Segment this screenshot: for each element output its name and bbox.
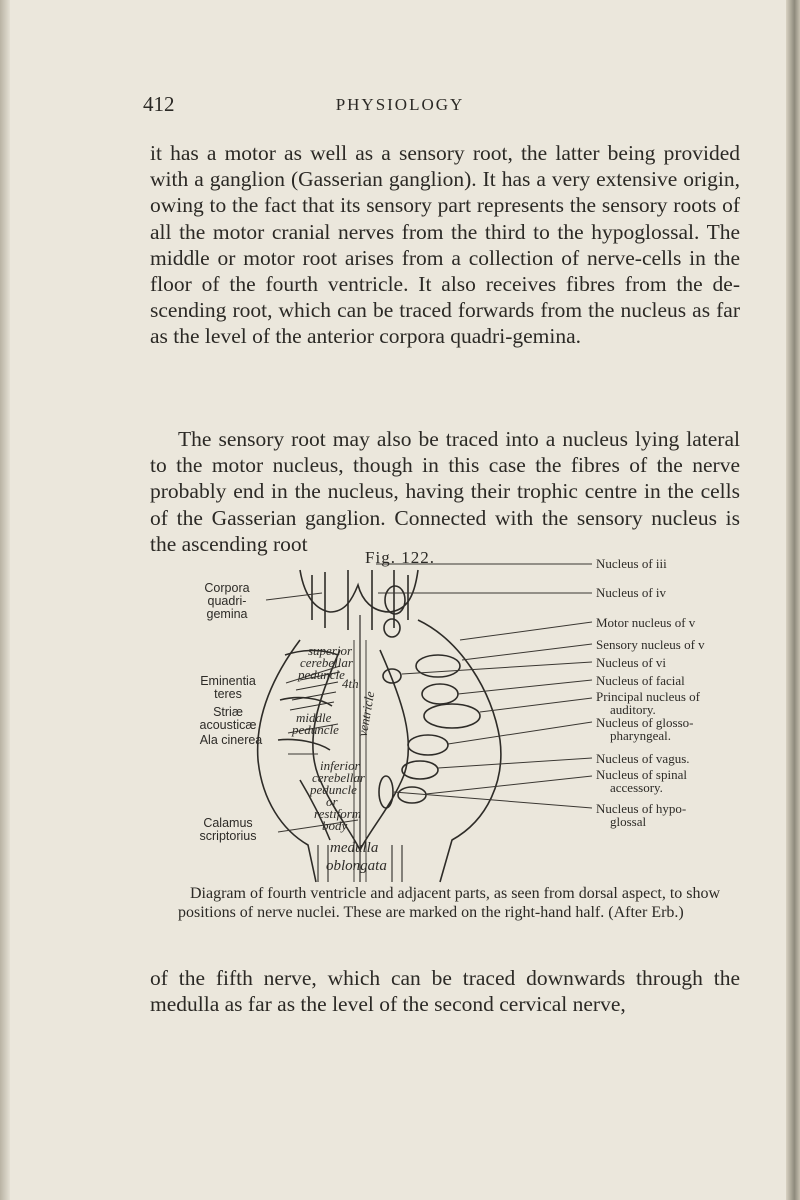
label-medulla: medulla [330, 840, 379, 856]
nucleus-shape-accessory [398, 787, 426, 803]
label-spinal-accessory: Nucleus of spinal accessory. [596, 767, 687, 795]
running-title: PHYSIOLOGY [335, 95, 465, 114]
nucleus-shape-iii [385, 586, 405, 614]
page-number: 412 [143, 92, 175, 116]
nucleus-shape-glossopharyngeal [408, 735, 448, 755]
label-inferior-peduncle-4: or [326, 794, 338, 809]
label-middle-peduncle-2: peduncle [292, 722, 339, 737]
label-middle-peduncle-1: middle [296, 710, 332, 725]
label-nucleus-iv: Nucleus of iv [596, 585, 667, 600]
figure-caption: Diagram of fourth ventricle and adjacent parts, as seen from dorsal aspect, to show positions of nerve nuclei. These are marked on the right-hand half. (After Erb.) [178, 885, 721, 921]
label-nucleus-facial: Nucleus of facial [596, 673, 685, 688]
label-motor-nucleus-v: Motor nucleus of v [596, 615, 696, 630]
label-ala-cinerea: Ala cinerea [199, 733, 263, 747]
label-glossopharyngeal: Nucleus of glosso- pharyngeal. [596, 715, 694, 743]
label-calamus-scriptorius: Calamus scriptorius [199, 816, 257, 843]
label-inferior-peduncle-3: peduncle [310, 782, 357, 797]
label-nucleus-vi: Nucleus of vi [596, 655, 667, 670]
right-outline [418, 620, 501, 882]
label-inferior-peduncle-6: body [322, 818, 348, 833]
label-oblongata: oblongata [326, 858, 387, 874]
nucleus-shape-facial [422, 684, 458, 704]
body-paragraph-1: it has a motor as well as a sensory root, the latter being provided with a ganglion (Gasserian ganglion). It has a very extensive origin, owing to the fact that its sensory part represents the sensory roots of all the motor cranial nerves from the third to the hypoglossal. The middle or motor root arises from a collection of nerve-cells in the floor of the fourth ventricle. It also receives fibres from the de-scending root, which can be traced forwards from the nucleus as far as the level of the anterior corpora quadri-gemina. [150, 141, 740, 349]
label-inferior-peduncle-2: cerebellar [312, 770, 365, 785]
label-eminentia-teres: Eminentia teres [200, 674, 256, 701]
label-sensory-nucleus-v: Sensory nucleus of v [596, 637, 705, 652]
label-superior-peduncle-3: peduncle [298, 667, 345, 682]
label-ventricle: ventricle [354, 690, 378, 738]
corpora-quadrigemina-shape [300, 570, 418, 612]
nucleus-shape-hypoglossal [379, 776, 393, 808]
label-fourth: 4th [342, 676, 359, 691]
label-vagus: Nucleus of vagus. [596, 751, 690, 766]
nucleus-shape-auditory [424, 704, 480, 728]
body-paragraph-2: The sensory root may also be traced into a nucleus lying lateral to the motor nucleus, though in this case the fibres of the nerve probably end in the nucleus, having their trophic centre in the cells of the Gasserian ganglion. Connected with the sensory nucleus is the ascending root [150, 427, 740, 556]
label-superior-peduncle-1: superior [308, 643, 353, 658]
label-principal-auditory: Principal nucleus of auditory. [596, 689, 700, 717]
figure-title: Fig. 122. [365, 548, 435, 567]
body-paragraph-3: of the fifth nerve, which can be traced downwards through the medulla as far as the level of the second cervical nerve, [150, 966, 740, 1017]
label-striae-acousticae: Striæ acousticæ [199, 705, 257, 732]
nucleus-shape-iv [384, 619, 400, 637]
label-superior-peduncle-2: cerebellar [300, 655, 353, 670]
label-inferior-peduncle-5: restiform [314, 806, 362, 821]
nucleus-shape-v [416, 655, 460, 677]
label-inferior-peduncle-1: inferior [320, 758, 360, 773]
label-hypoglossal: Nucleus of hypo- glossal [596, 801, 687, 829]
label-corpora-quadrigemina: Corpora quadri- gemina [204, 581, 250, 621]
label-nucleus-iii: Nucleus of iii [596, 556, 667, 571]
nucleus-shape-vagus [402, 761, 438, 779]
